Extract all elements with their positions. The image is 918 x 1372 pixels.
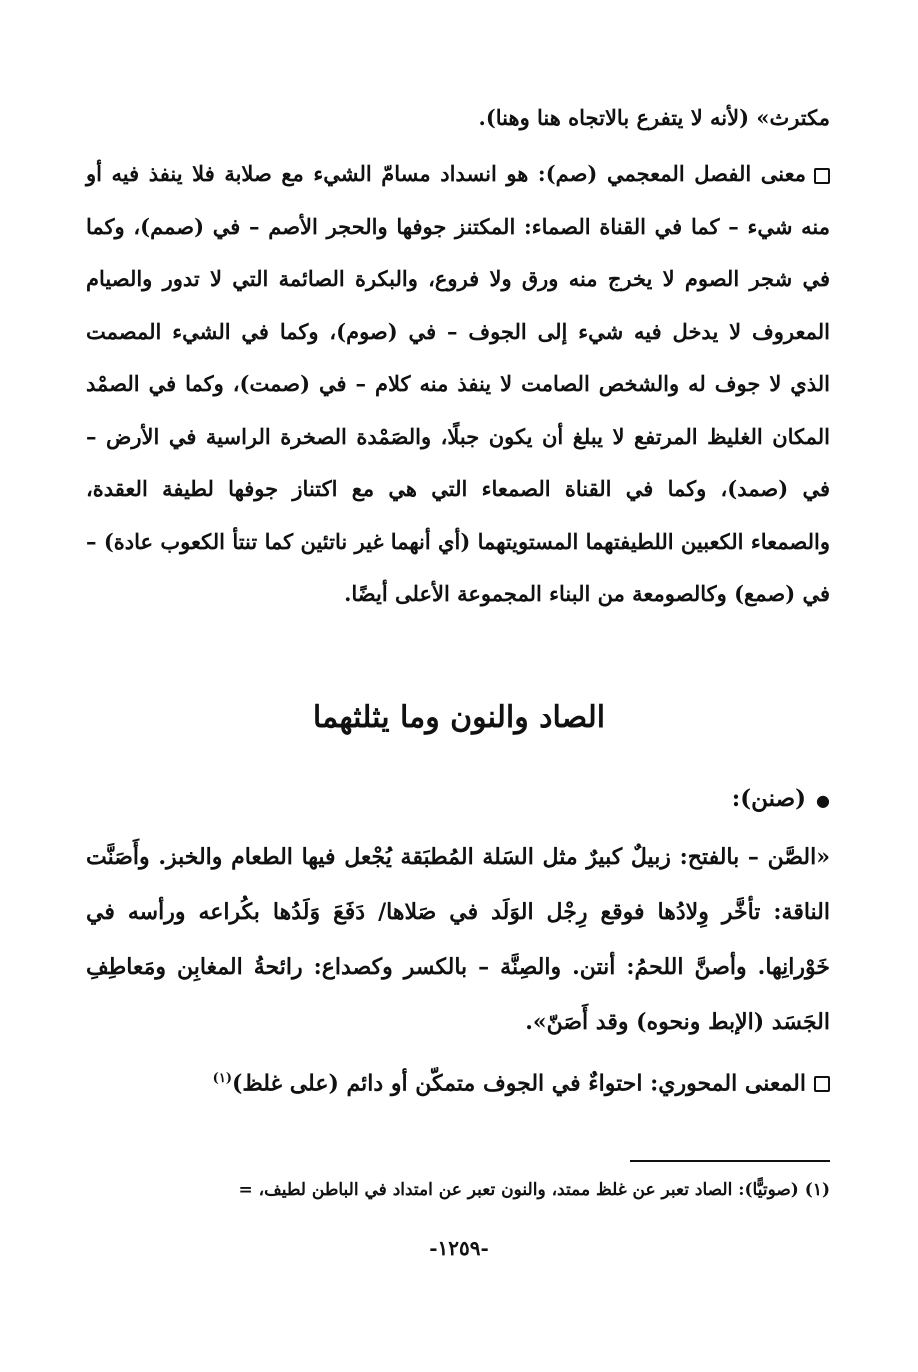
footnote: (١) (صوتيًّا): الصاد تعبر عن غلظ ممتد، والنون تعبر عن امتداد في الباطن لطيف، = bbox=[238, 1180, 830, 1200]
bullet-icon: ● bbox=[816, 791, 830, 810]
paragraph-core-meaning bbox=[86, 1053, 830, 1109]
footnote-reference: (١) bbox=[212, 1071, 232, 1086]
entry-root-text: (صنن): bbox=[731, 785, 807, 812]
square-marker-icon bbox=[814, 1076, 830, 1092]
section-heading: الصاد والنون وما يثلثهما bbox=[312, 700, 606, 735]
paragraph-lexical-meaning bbox=[86, 148, 830, 621]
paragraph-core-meaning-text: المعنى المحوري: احتواءٌ في الجوف متمكّن أو دائم (على غلظ) bbox=[231, 1070, 806, 1097]
footnote-divider bbox=[630, 1160, 830, 1162]
page-number: -١٢٥٩- bbox=[429, 1236, 489, 1260]
paragraph-continuation: مكترث» (لأنه لا يتفرع بالاتجاه هنا وهنا). bbox=[478, 105, 830, 130]
paragraph-definitions: «الصَّن – بالفتح: زبيلٌ كبيرٌ مثل السَلة المُطبَقة يُجْعل فيها الطعام والخبز. وأَصَنَّت الناقة: تأخَّر وِلادُها فوقع رِجْل الوَلَد في صَلاها/ دَفَعَ وَلَدُها بكُراعه ورأسه في خَوْرانِها. وأصنَّ اللحمُ: أنتن. والصِنَّة – بالكسر وكصداع: رائحةُ المغابِن ومَعاطِفِ الجَسَد (الإبط ونحوه) وقد أَصَنّ». bbox=[86, 844, 830, 1035]
paragraph-lexical-meaning-text: معنى الفصل المعجمي (صم): هو انسداد مسامّ الشيء مع صلابة فلا ينفذ فيه أو منه شيء – كما في القناة الصماء: المكتنز جوفها والحجر الأصم – في (صمم)، وكما في شجر الصوم لا يخرج منه ورق ولا فروع، والبكرة الصائمة التي لا تدور والصيام المعروف لا يدخل فيه شيء إلى الجوف – في (صوم)، وكما في الشيء المصمت الذي لا جوف له والشخص الصامت لا ينفذ منه كلام – في (صمت)، وكما في الصمْد المكان الغليظ المرتفع لا يبلغ أن يكون جبلًا، والصَمْدة الصخرة الراسية في الأرض – في (صمد)، وكما في القناة الصمعاء التي هي مع اكتناز جوفها لطيفة العقدة، والصمعاء الكعبين اللطيفتهما المستويتهما (أي أنهما غير ناتئين كما تنتأ الكعوب عادة) – في (صمع) وكالصومعة من البناء المجموعة الأعلى أيضًا. bbox=[86, 161, 830, 606]
square-marker-icon bbox=[814, 168, 830, 184]
entry-root bbox=[732, 785, 830, 812]
